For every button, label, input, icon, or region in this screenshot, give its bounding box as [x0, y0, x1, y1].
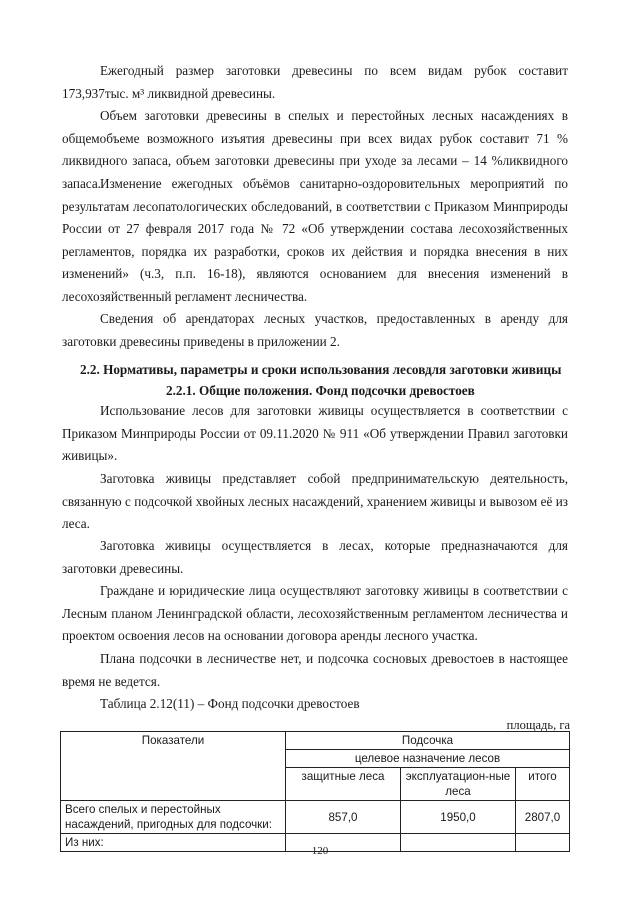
table-header-row — [61, 732, 570, 750]
cell-exploitation: 1950,0 — [401, 801, 516, 834]
paragraph-no-plan: Плана подсочки в лесничестве нет, и подсочка сосновых древостоев в настоящее время не ведется. — [62, 651, 568, 689]
header-protective: защитные леса — [286, 768, 401, 801]
page-number: 120 — [311, 845, 329, 857]
header-total: итого — [516, 768, 570, 801]
row-label: Из них: — [61, 834, 286, 852]
paragraph-annual-harvest: Ежегодный размер заготовки древесины по всем видам рубок составит 173,937тыс. м³ ликвидной древесины. — [62, 63, 568, 101]
paragraph-resin-order: Использование лесов для заготовки живицы осуществляется в соответствии с Приказом Минприроды России от 09.11.2020 № 911 «Об утверждении Правил заготовки живицы». — [62, 403, 568, 463]
header-exploitation: эксплуатацион-ные леса — [401, 768, 516, 801]
paragraph-lessees: Сведения об арендаторах лесных участков, предоставленных в аренду для заготовки древесины приведены в приложении 2. — [62, 311, 568, 349]
subsection-heading: 2.2.1. Общие положения. Фонд подсочки древостоев — [166, 383, 475, 398]
paragraph-resin-forests: Заготовка живицы осуществляется в лесах, которые предназначаются для заготовки древесины. — [62, 538, 568, 576]
header-purpose: целевое назначение лесов — [286, 750, 570, 768]
header-tapping: Подсочка — [286, 732, 570, 750]
paragraph-resin-definition: Заготовка живицы представляет собой предпринимательскую деятельность, связанную с подсочкой хвойных лесных насаждений, хранением живицы и вывозом её из леса. — [62, 471, 568, 531]
tapping-fund-table — [60, 731, 570, 852]
paragraph-sanitary-changes: Изменение ежегодных объёмов санитарно-оздоровительных мероприятий по результатам лесопатологических обследований, в соответствии с Приказом Минприроды России от 27 февраля 2017 года № 72 «Об утверждении состава лесохозяйственных регламентов, порядка их разработки, сроков их действия и порядка внесения в них изменений» (ч.3, п.п. 16-18), являются основанием для внесения изменений в лесохозяйственный регламент лесничества. — [62, 176, 568, 304]
header-indicators: Показатели — [61, 732, 286, 801]
cell-total: 2807,0 — [516, 801, 570, 834]
table-row — [61, 801, 570, 834]
paragraph-harvest-share: Объем заготовки древесины в спелых и перестойных лесных насаждениях в общемобъеме возможного изъятия древесины при всех видах рубок составит 71 % ликвидного запаса, объем заготовки древесины при уходе за лесами – 14 %ликвидного запаса. — [62, 108, 568, 191]
table-caption: Таблица 2.12(11) – Фонд подсочки древостоев — [100, 696, 360, 711]
cell-protective: 857,0 — [286, 801, 401, 834]
row-label: Всего спелых и перестойных насаждений, пригодных для подсочки: — [61, 801, 286, 834]
section-heading: 2.2. Нормативы, параметры и сроки использования лесовдля заготовки живицы — [80, 362, 562, 377]
table-unit: площадь, га — [506, 718, 570, 732]
paragraph-citizens: Граждане и юридические лица осуществляют заготовку живицы в соответствии с Лесным планом Ленинградской области, лесохозяйственным регламентом лесничества и проектом освоения лесов на основании договора аренды лесного участка. — [62, 583, 568, 643]
